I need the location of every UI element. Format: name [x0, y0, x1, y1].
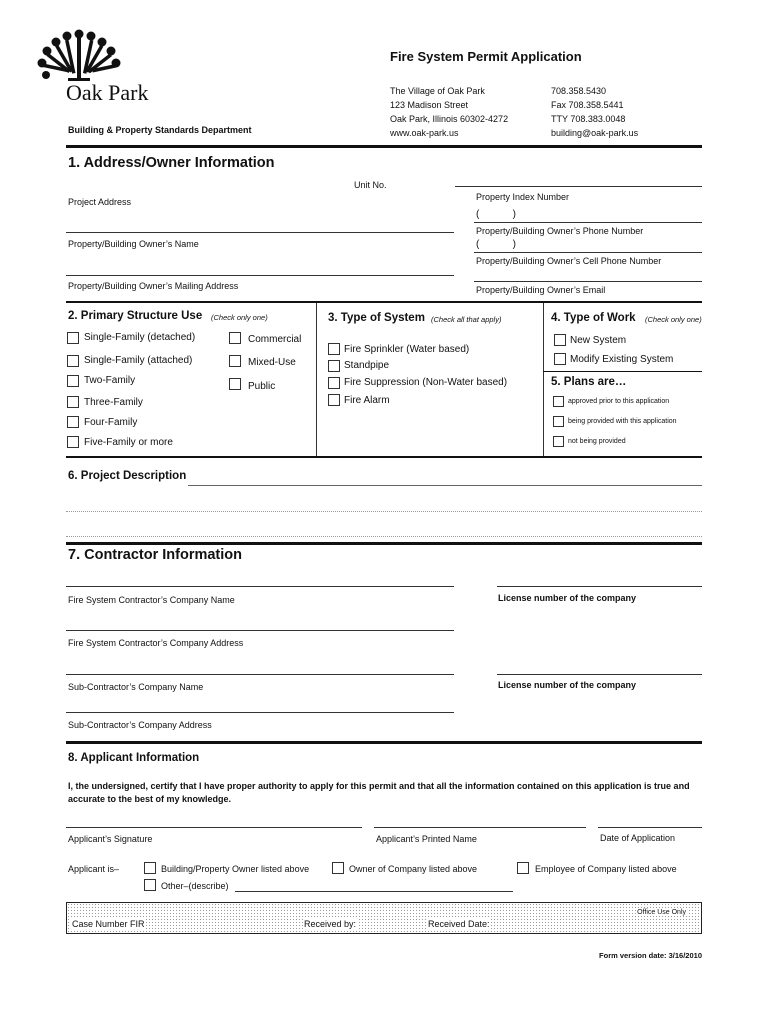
- office-use-box: [66, 902, 702, 934]
- address-line: The Village of Oak Park: [390, 86, 485, 96]
- form-title: Fire System Permit Application: [390, 49, 582, 64]
- tty-number: TTY 708.383.0048: [551, 114, 626, 124]
- fax-number: Fax 708.358.5441: [551, 100, 624, 110]
- date-label: Date of Application: [600, 833, 676, 843]
- option-label: Single-Family (attached): [84, 355, 193, 366]
- option-label: not being provided: [568, 438, 626, 445]
- option-label: Single-Family (detached): [84, 332, 196, 343]
- checkbox-plans-approved[interactable]: [553, 396, 564, 407]
- checkbox-five-family[interactable]: [67, 436, 79, 448]
- checkbox-commercial[interactable]: [229, 332, 241, 344]
- form-version: Form version date: 3/16/2010: [599, 951, 702, 960]
- checkbox-new-system[interactable]: [554, 334, 566, 346]
- option-label: Modify Existing System: [570, 354, 674, 365]
- option-label: New System: [570, 335, 627, 346]
- office-use-label: Office Use Only: [637, 909, 686, 916]
- option-label: Five-Family or more: [84, 437, 173, 448]
- option-label: Employee of Company listed above: [535, 864, 677, 874]
- mailing-address-label: Property/Building Owner’s Mailing Address: [68, 281, 239, 291]
- pin-line: [455, 186, 702, 187]
- checkbox-single-family-detached[interactable]: [67, 332, 79, 344]
- project-address-line[interactable]: [66, 232, 454, 233]
- oak-park-logo: [32, 28, 162, 108]
- applicant-is-label: Applicant is–: [68, 864, 120, 874]
- option-label: Mixed-Use: [248, 357, 296, 368]
- cell-line[interactable]: [474, 252, 702, 253]
- section7-divider: [66, 741, 702, 744]
- contractor-name-label: Fire System Contractor’s Company Name: [68, 595, 235, 605]
- sub-address-label: Sub-Contractor’s Company Address: [68, 720, 212, 730]
- owner-name-line[interactable]: [66, 275, 454, 276]
- unit-no-label: Unit No.: [354, 180, 387, 190]
- checkbox-single-family-attached[interactable]: [67, 355, 79, 367]
- sub-name-line[interactable]: [66, 674, 454, 675]
- checkbox-employee[interactable]: [517, 862, 529, 874]
- contractor-address-line[interactable]: [66, 630, 454, 631]
- section1-title: 1. Address/Owner Information: [68, 155, 275, 171]
- checkbox-fire-sprinkler[interactable]: [328, 343, 340, 355]
- contractor-name-line[interactable]: [66, 586, 454, 587]
- email-link[interactable]: building@oak-park.us: [551, 128, 639, 138]
- checkbox-plans-provided[interactable]: [553, 416, 564, 427]
- option-label: Other–(describe): [161, 881, 229, 891]
- option-label: Three-Family: [84, 397, 143, 408]
- department-name: Building & Property Standards Department: [68, 125, 252, 135]
- option-label: Public: [248, 381, 276, 392]
- section1-divider: [66, 301, 702, 303]
- header-divider: [66, 145, 702, 148]
- cell-area-code[interactable]: ( ): [476, 239, 516, 250]
- checkbox-public[interactable]: [229, 378, 241, 390]
- section2-title: 2. Primary Structure Use: [68, 310, 203, 322]
- checkbox-standpipe[interactable]: [328, 360, 340, 372]
- village-address: [390, 84, 508, 140]
- column-divider: [316, 303, 317, 456]
- sub-address-line[interactable]: [66, 712, 454, 713]
- column-divider: [543, 303, 544, 456]
- section6-divider: [66, 542, 702, 545]
- option-label: Fire Sprinkler (Water based): [344, 344, 470, 355]
- license1-line[interactable]: [497, 586, 702, 587]
- owner-name-label: Property/Building Owner’s Name: [68, 239, 199, 249]
- website-link[interactable]: www.oak-park.us: [390, 128, 459, 138]
- option-label: Building/Property Owner listed above: [161, 864, 310, 874]
- license1-label: License number of the company: [498, 593, 637, 603]
- checkbox-fire-suppression[interactable]: [328, 377, 340, 389]
- checkbox-company-owner[interactable]: [332, 862, 344, 874]
- section3-title: 3. Type of System: [328, 312, 425, 324]
- phone-area-code[interactable]: ( ): [476, 209, 516, 220]
- section8-title: 8. Applicant Information: [68, 752, 200, 764]
- address-line: 123 Madison Street: [390, 100, 469, 110]
- sub-name-label: Sub-Contractor’s Company Name: [68, 682, 204, 692]
- description-line[interactable]: [66, 511, 702, 512]
- option-label: Fire Alarm: [344, 395, 390, 406]
- logo-text: Oak Park: [66, 80, 149, 105]
- section5-title: 5. Plans are…: [551, 376, 627, 388]
- email-label: Property/Building Owner’s Email: [476, 285, 606, 295]
- received-by-label: Received by:: [304, 919, 357, 929]
- phone-number: 708.358.5430: [551, 86, 607, 96]
- section4-title: 4. Type of Work: [551, 312, 636, 324]
- checkbox-three-family[interactable]: [67, 396, 79, 408]
- cell-label: Property/Building Owner’s Cell Phone Number: [476, 256, 662, 266]
- section3-note: (Check all that apply): [431, 315, 502, 324]
- certification-text: I, the undersigned, certify that I have proper authority to apply for this permit and that all the information contained on this application is true and accurate to the best of my knowledge.: [68, 781, 690, 804]
- signature-line[interactable]: [66, 827, 362, 828]
- section4-divider: [543, 371, 702, 372]
- phone-line[interactable]: [474, 222, 702, 223]
- section5-divider: [66, 456, 702, 458]
- checkbox-plans-not-provided[interactable]: [553, 436, 564, 447]
- option-label: Two-Family: [84, 375, 136, 386]
- village-contact: [551, 84, 638, 140]
- date-line[interactable]: [598, 827, 702, 828]
- checkbox-mixed-use[interactable]: [229, 355, 241, 367]
- description-line[interactable]: [66, 536, 702, 537]
- license2-label: License number of the company: [498, 680, 637, 690]
- option-label: Four-Family: [84, 417, 138, 428]
- phone-label: Property/Building Owner’s Phone Number: [476, 226, 644, 236]
- section7-title: 7. Contractor Information: [68, 547, 243, 563]
- checkbox-four-family[interactable]: [67, 416, 79, 428]
- pin-label: Property Index Number: [476, 192, 570, 202]
- checkbox-modify-system[interactable]: [554, 353, 566, 365]
- option-label: Owner of Company listed above: [349, 864, 478, 874]
- license2-line[interactable]: [497, 674, 702, 675]
- section6-title: 6. Project Description: [68, 470, 187, 482]
- option-label: approved prior to this application: [568, 398, 670, 405]
- checkbox-two-family[interactable]: [67, 375, 79, 387]
- section2-note: (Check only one): [211, 313, 268, 322]
- project-address-label: Project Address: [68, 197, 132, 207]
- section4-note: (Check only one): [645, 315, 702, 324]
- checkbox-other[interactable]: [144, 879, 156, 891]
- address-line: Oak Park, Illinois 60302-4272: [390, 114, 509, 124]
- checkbox-fire-alarm[interactable]: [328, 394, 340, 406]
- received-date-label: Received Date:: [428, 919, 490, 929]
- printed-name-label: Applicant’s Printed Name: [376, 834, 477, 844]
- option-label: Commercial: [248, 334, 302, 345]
- other-describe-line[interactable]: [235, 891, 513, 892]
- printed-name-line[interactable]: [374, 827, 586, 828]
- signature-label: Applicant’s Signature: [68, 834, 153, 844]
- checkbox-building-owner[interactable]: [144, 862, 156, 874]
- option-label: being provided with this application: [568, 418, 677, 425]
- option-label: Standpipe: [344, 360, 390, 371]
- contractor-address-label: Fire System Contractor’s Company Address: [68, 638, 244, 648]
- description-line[interactable]: [188, 485, 702, 486]
- case-number-label: Case Number FIR: [72, 919, 145, 929]
- email-line[interactable]: [474, 281, 702, 282]
- option-label: Fire Suppression (Non-Water based): [344, 377, 508, 388]
